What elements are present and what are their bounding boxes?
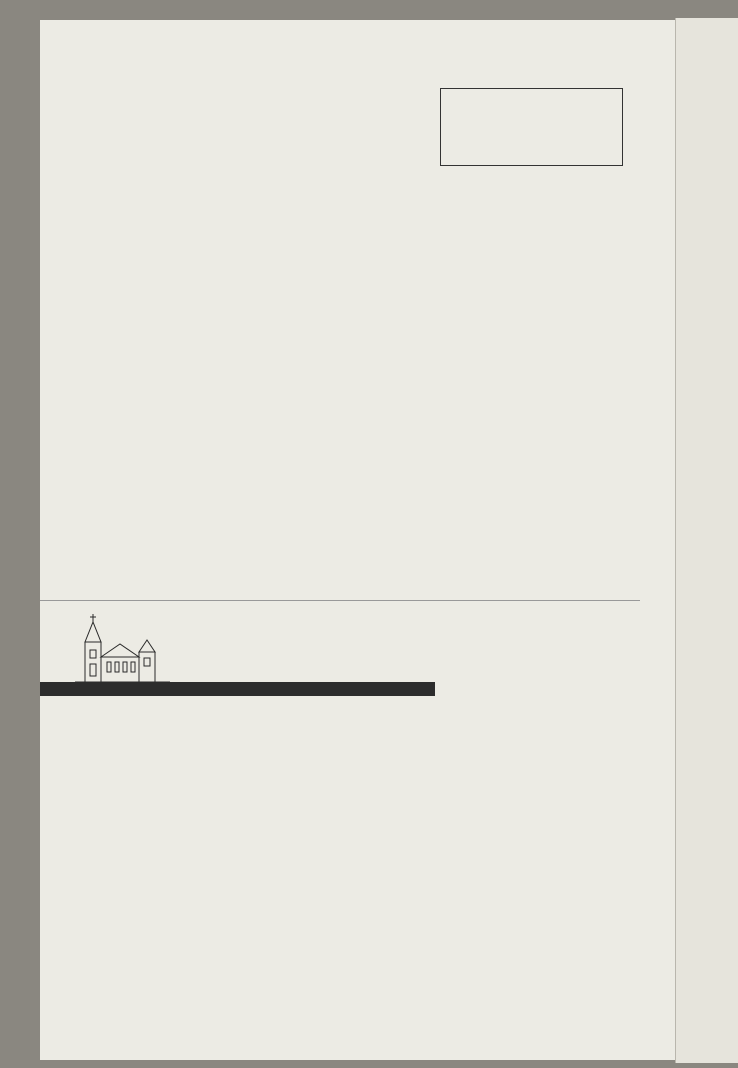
section-header-band	[40, 682, 435, 696]
magazine-page	[40, 20, 675, 1060]
next-page-edge	[675, 18, 738, 1063]
section-divider	[40, 600, 640, 601]
attention-notice	[440, 88, 623, 166]
